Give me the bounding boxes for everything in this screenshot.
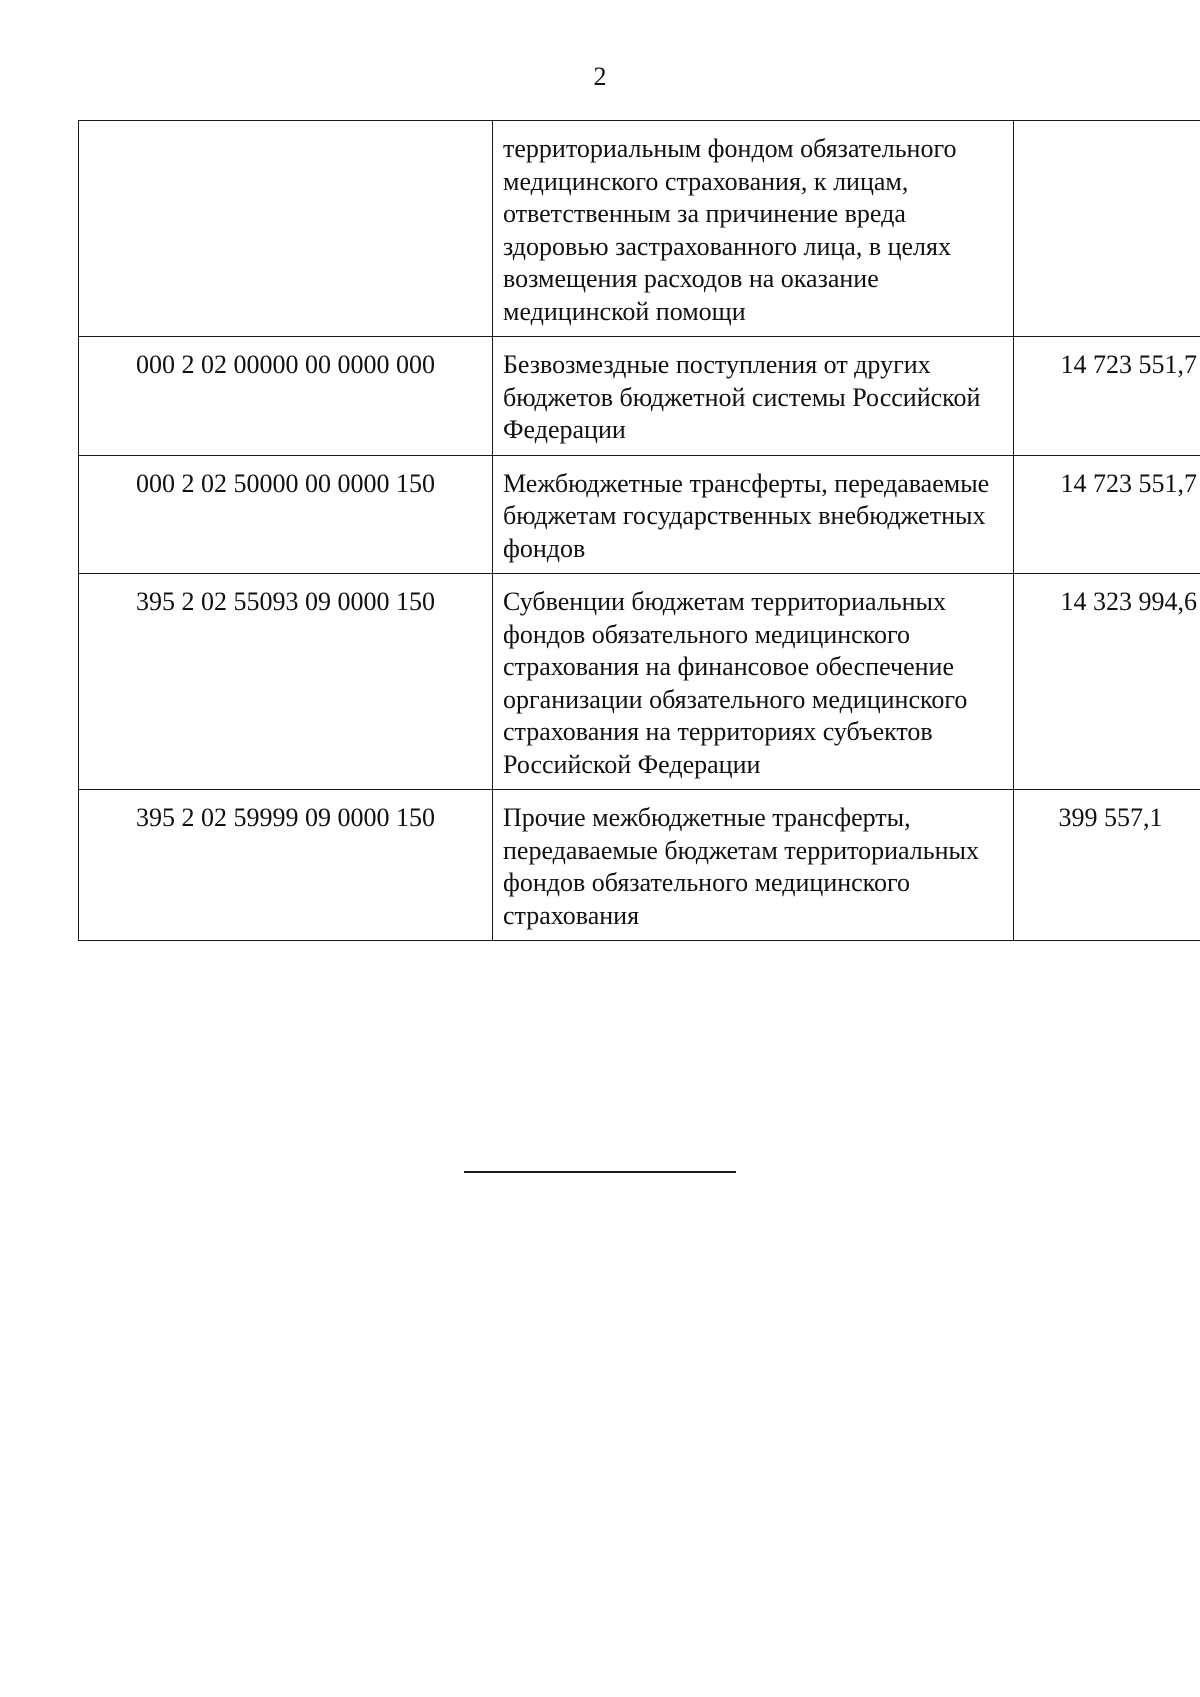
description-cell: территориальным фондом обязательного медицинского страхования, к лицам, ответственным за причинение вреда здоровью застрахованного лица, в целях возмещения расходов на оказание медицинской помощи	[493, 121, 1014, 337]
amount-cell: 14 723 551,7	[1014, 455, 1200, 574]
table-row	[79, 574, 1200, 790]
amount-cell: 14 323 994,6	[1014, 574, 1200, 790]
budget-code-cell: 000 2 02 00000 00 0000 000	[79, 337, 493, 456]
table-row	[79, 337, 1200, 456]
amount-cell: 14 723 551,7	[1014, 337, 1200, 456]
amount-cell	[1014, 121, 1200, 337]
budget-code-cell: 395 2 02 55093 09 0000 150	[79, 574, 493, 790]
end-of-document-rule	[464, 1171, 736, 1173]
page-number: 2	[593, 62, 607, 91]
table-row	[79, 790, 1200, 941]
description-cell: Субвенции бюджетам территориальных фондов обязательного медицинского страхования на финансовое обеспечение организации обязательного медицинского страхования на территориях субъектов Российской Федерации	[493, 574, 1014, 790]
description-cell: Прочие межбюджетные трансферты, передаваемые бюджетам территориальных фондов обязательного медицинского страхования	[493, 790, 1014, 941]
budget-code-cell: 395 2 02 59999 09 0000 150	[79, 790, 493, 941]
table-row	[79, 121, 1200, 337]
amount-cell: 399 557,1	[1014, 790, 1200, 941]
budget-code-cell	[79, 121, 493, 337]
table-row	[79, 455, 1200, 574]
budget-revenue-table	[78, 120, 1200, 941]
budget-code-cell: 000 2 02 50000 00 0000 150	[79, 455, 493, 574]
description-cell: Безвозмездные поступления от других бюджетов бюджетной системы Российской Федерации	[493, 337, 1014, 456]
description-cell: Межбюджетные трансферты, передаваемые бюджетам государственных внебюджетных фондов	[493, 455, 1014, 574]
